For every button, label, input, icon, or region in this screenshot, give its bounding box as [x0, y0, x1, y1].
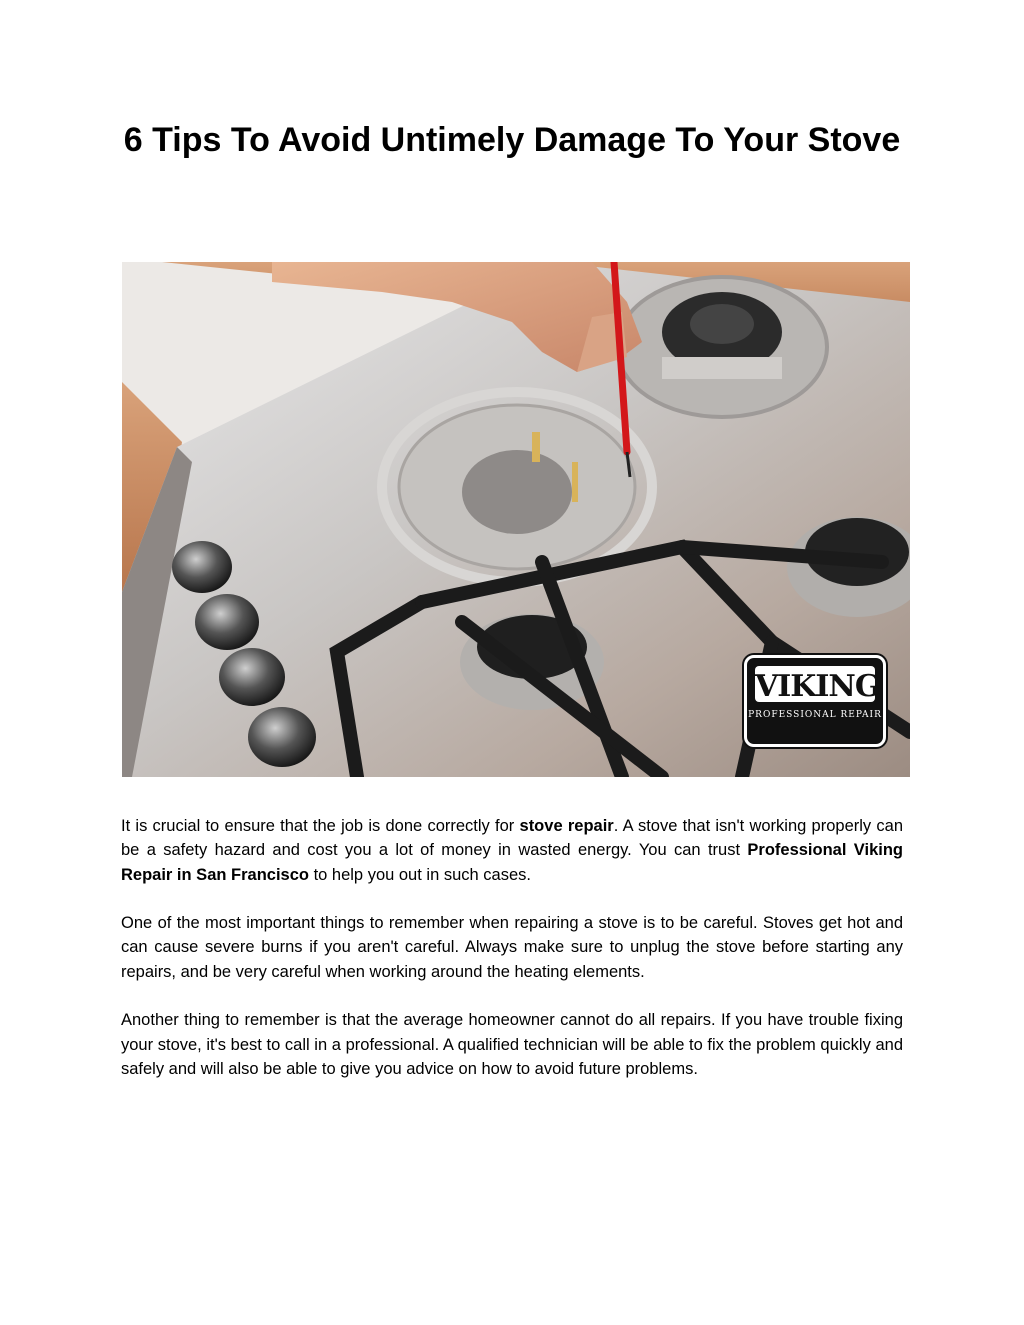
viking-logo [744, 655, 886, 747]
paragraph-intro [121, 814, 903, 887]
intro-text: It is crucial to ensure that the job is done correctly for [121, 817, 520, 835]
article-body [121, 814, 903, 1106]
page-title: 6 Tips To Avoid Untimely Damage To Your Stove [123, 121, 901, 159]
stove-repair-photo [122, 262, 910, 777]
logo-wordmark: VIKING [755, 666, 875, 702]
logo-subtitle: PROFESSIONAL REPAIR [748, 710, 882, 720]
stove-repair-link-text: stove repair [519, 817, 614, 835]
company-name: Professional Viking Repair in San Francisco [121, 841, 903, 884]
paragraph-professional: Another thing to remember is that the average homeowner cannot do all repairs. If you have trouble fixing your stove, it's best to call in a professional. A qualified technician will be able to fix the problem quickly and safely and will also be able to give you advice on how to avoid future problems. [121, 1011, 903, 1078]
intro-text-continued: . A stove that isn't working properly can be a safety hazard and cost you a lot of money in wasted energy. You can trust [121, 817, 903, 860]
intro-text-end: to help you out in such cases. [308, 865, 531, 884]
paragraph-safety: One of the most important things to remember when repairing a stove is to be careful. Stoves get hot and can cause severe burns if you aren't careful. Always make sure to unplug the stove before starting any repairs, and be very careful when working around the heating elements. [121, 914, 903, 981]
